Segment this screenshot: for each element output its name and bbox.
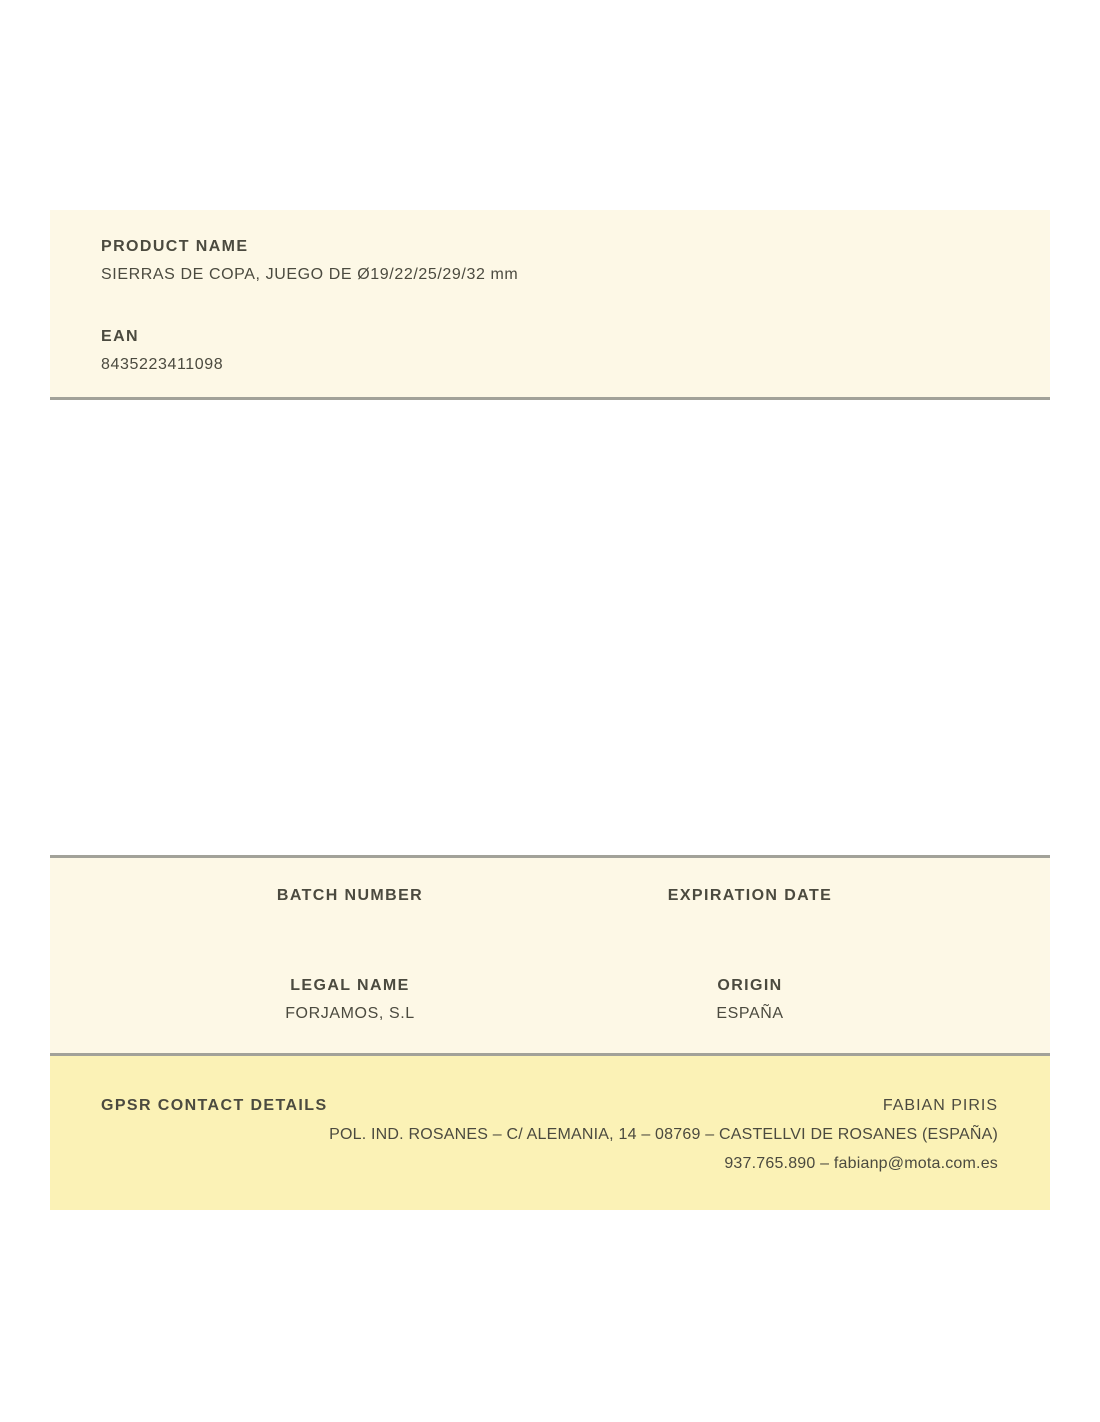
gpsr-contact-panel (50, 1056, 1050, 1210)
origin-cell (550, 976, 950, 1024)
gpsr-address: POL. IND. ROSANES – C/ ALEMANIA, 14 – 08769 – CASTELLVI DE ROSANES (ESPAÑA) (329, 1126, 998, 1143)
origin-label: ORIGIN (717, 977, 783, 994)
ean-value: 8435223411098 (101, 356, 224, 373)
ean-label: EAN (101, 328, 139, 345)
product-name-field (101, 237, 1000, 285)
origin-value: ESPAÑA (716, 1005, 784, 1022)
legal-name-label: LEGAL NAME (290, 977, 410, 994)
batch-origin-panel (50, 855, 1050, 1056)
legal-origin-row (150, 976, 950, 1024)
batch-number-label: BATCH NUMBER (276, 887, 424, 904)
legal-name-value: FORJAMOS, S.L (285, 1005, 415, 1022)
gpsr-title: GPSR CONTACT DETAILS (101, 1097, 328, 1114)
product-panel (50, 210, 1050, 400)
gpsr-title-row (101, 1096, 998, 1116)
product-name-label: PRODUCT NAME (101, 238, 249, 255)
expiration-date-label: EXPIRATION DATE (667, 887, 833, 904)
expiration-date-cell (550, 886, 950, 906)
product-name-value: SIERRAS DE COPA, JUEGO DE Ø19/22/25/29/32 mm (101, 266, 519, 283)
gpsr-contact-name: FABIAN PIRIS (882, 1097, 998, 1114)
legal-name-cell (150, 976, 550, 1024)
batch-expiration-row (150, 886, 950, 906)
gpsr-phone-email: 937.765.890 – fabianp@mota.com.es (724, 1155, 998, 1172)
batch-number-cell (150, 886, 550, 906)
ean-field (101, 327, 1000, 375)
